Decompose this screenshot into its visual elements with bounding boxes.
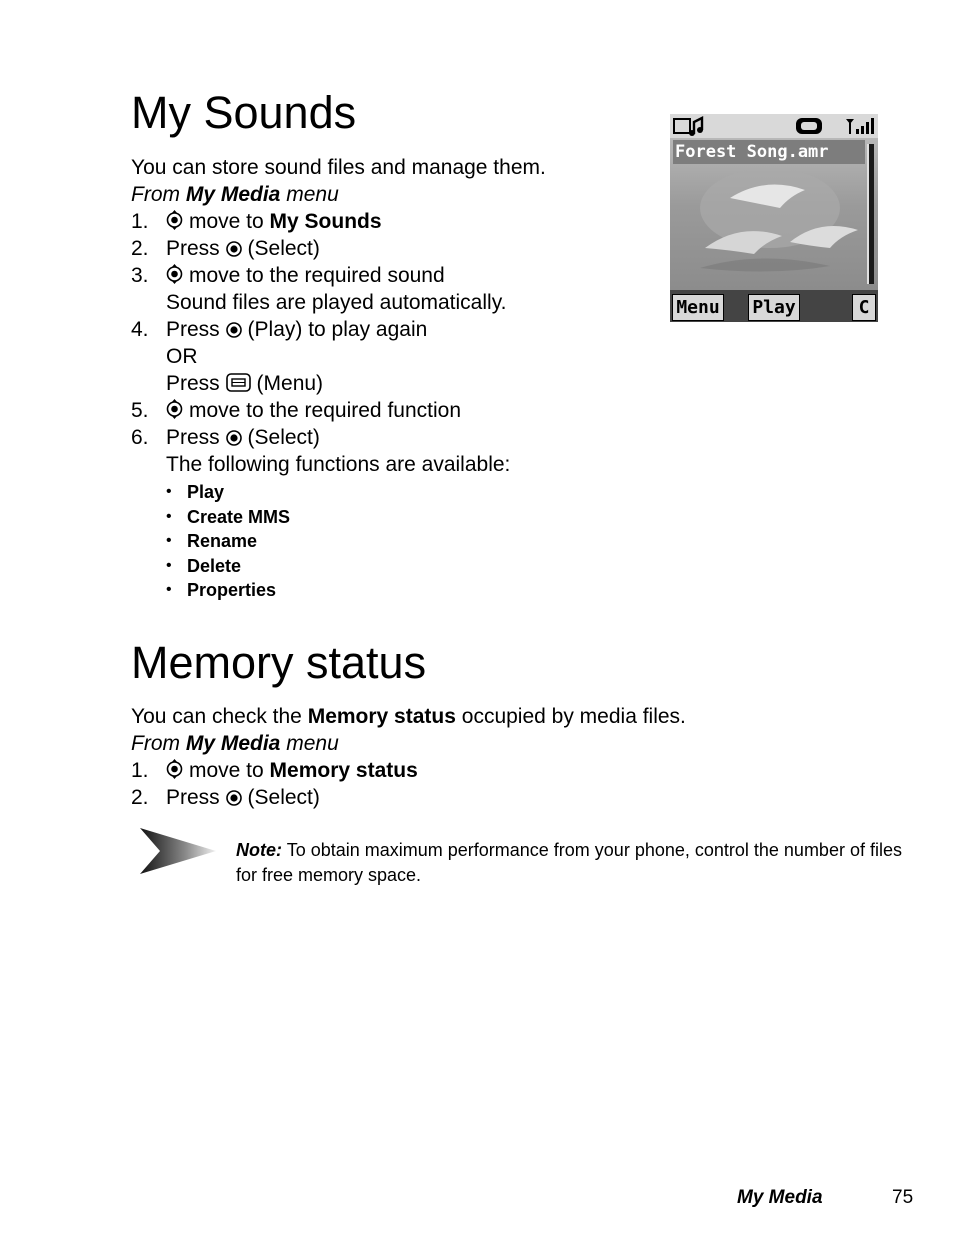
- phone-status-bar: [670, 114, 878, 138]
- navigation-key-icon: [166, 264, 183, 284]
- note-text: Note: To obtain maximum performance from your phone, control the number of files for free memory space.: [236, 840, 902, 885]
- intro-text: You can check the Memory status occupied by media files.: [131, 705, 686, 728]
- status-icons: [670, 114, 878, 138]
- navigation-key-icon: [166, 210, 183, 230]
- intro-text: You can store sound files and manage them.: [131, 156, 546, 179]
- from-menu-line: From My Media menu: [131, 732, 339, 755]
- phone-file-name: Forest Song.amr: [673, 140, 865, 164]
- navigation-key-icon: [166, 759, 183, 779]
- list-item: • Play: [166, 480, 671, 505]
- from-menu-line: From My Media menu: [131, 183, 339, 206]
- step-3-note: Sound files are played automatically.: [166, 291, 507, 314]
- memory-status-instructions: [131, 703, 851, 811]
- step-4-or: OR: [166, 345, 198, 368]
- select-key-icon: [226, 322, 242, 338]
- phone-softkey-menu: Menu: [672, 294, 724, 321]
- step-1: 1. move to My Sounds: [131, 210, 382, 233]
- step-6: 6. Press (Select): [131, 426, 320, 449]
- navigation-key-icon: [166, 399, 183, 419]
- step-3: 3. move to the required sound: [131, 264, 445, 287]
- select-key-icon: [226, 241, 242, 257]
- step-1: 1. move to Memory status: [131, 759, 418, 782]
- phone-screenshot: [670, 114, 878, 322]
- phone-softkey-clear: C: [852, 294, 876, 321]
- list-item: • Rename: [166, 529, 671, 554]
- step-6-note: The following functions are available:: [166, 453, 511, 476]
- list-item: • Create MMS: [166, 505, 671, 530]
- phone-softkey-play: Play: [748, 294, 800, 321]
- function-list: [166, 480, 671, 603]
- section-title-memory-status: Memory status: [131, 637, 427, 688]
- section-title-my-sounds: My Sounds: [131, 87, 357, 138]
- note-arrow-icon: [138, 826, 218, 881]
- step-2: 2. Press (Select): [131, 237, 320, 260]
- footer-section-name: My Media: [737, 1187, 823, 1208]
- page-number: 75: [892, 1187, 914, 1208]
- select-key-icon: [226, 790, 242, 806]
- list-item: • Delete: [166, 554, 671, 579]
- list-item: • Properties: [166, 578, 671, 603]
- my-sounds-instructions: [131, 154, 671, 603]
- step-4-alt: Press (Menu): [166, 372, 324, 395]
- step-2: 2. Press (Select): [131, 786, 320, 809]
- step-4: 4. Press (Play) to play again: [131, 318, 428, 341]
- select-key-icon: [226, 430, 242, 446]
- step-5: 5. move to the required function: [131, 399, 461, 422]
- phone-scrollbar: [867, 144, 874, 284]
- menu-softkey-icon: [226, 373, 251, 392]
